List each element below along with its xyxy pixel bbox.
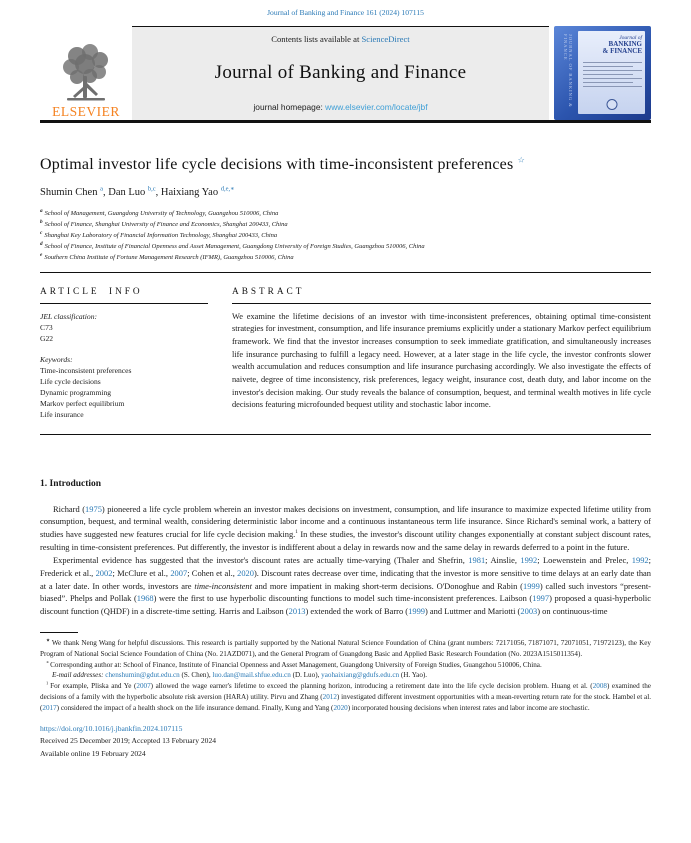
article-info-column	[40, 287, 208, 420]
text-segment: ) incorporated housing decisions when interest rates and labor income are stochastic.	[347, 703, 590, 712]
masthead-citation-link[interactable]: Journal of Banking and Finance 161 (2024) 107115	[267, 8, 424, 17]
text-segment: journal homepage:	[253, 102, 326, 112]
article-info-heading: ARTICLE INFO	[40, 287, 208, 304]
keyword-item: Life insurance	[40, 409, 84, 419]
text-segment: In these studies, the investor's discount utility changes exponentially at constant subject discount rates, resulting in time-consistent preferences. Put differently, the investor is indifferent about a delay in rewards now and the same delay in rewards deferred to a point in the future.	[40, 529, 651, 553]
keyword-item: Life cycle decisions	[40, 376, 101, 386]
abstract-text: We examine the lifetime decisions of an investor with time-inconsistent preferences, obtaining optimal time-consistent strategies for investment, consumption, and life insurance premiums explicitly under a stationary Markov perfect equilibrium framework. We find that the investor increases consumption to seek immediate gratification, and simultaneously increases life insurance purchasing to fulfill a legacy need. However, at a later stage in the life cycle, the investor confronts slower wealth accumulation and reduces consumption and life insurance purchasing accordingly. We also investigate the effects of naivete, degree of time inconsistency, risk preferences, legacy weight, insurance cost, death duty, and labor income on the investor's decision making. Our study reveals the balance of consumption, bequest, and terminal wealth motives in life cycle decisions featuring microfounded bequest utility and stochastic labor income.	[232, 311, 651, 410]
affiliation-text: Southern China Institute of Fortune Management Research (IFMR), Guangzhou 510006, China	[44, 253, 294, 261]
footnote-1	[40, 681, 651, 713]
text-segment: ∗	[46, 659, 51, 665]
inline-link[interactable]: ScienceDirect	[361, 34, 410, 44]
inline-link[interactable]: 1997	[532, 593, 550, 604]
text-segment: ) on continuous-time	[537, 606, 608, 617]
affiliation-text: School of Finance, Shanghai University of Finance and Economics, Shanghai 200433, China	[44, 221, 288, 229]
journal-header-band	[40, 26, 651, 123]
section-heading-introduction: 1. Introduction	[40, 478, 102, 489]
text-segment: and more impatient in making short-term decisions. O'Donoghue and Rabin (	[252, 580, 523, 591]
affiliation-item	[40, 208, 651, 219]
text-segment: 1	[295, 529, 298, 536]
cover-title-finance: & FINANCE	[602, 47, 642, 56]
cover-spine-text: JOURNAL OF BANKING & FINANCE	[563, 34, 573, 108]
affiliation-sup: e	[40, 251, 43, 258]
affiliation-item	[40, 252, 651, 263]
inline-link[interactable]: 2007	[136, 682, 151, 691]
text-segment: For example, Pliska and Ye (	[50, 682, 137, 691]
affiliation-sup: a	[40, 208, 43, 214]
text-segment: Corresponding author at: School of Finance, Institute of Financial Openness and Asset Management, Guangdong University of Foreign Studies, Guangzhou 510006, China.	[50, 660, 542, 669]
text-segment: , Dan Luo	[102, 187, 148, 198]
inline-link[interactable]: 1999	[408, 606, 425, 617]
footnote-emails	[40, 670, 651, 681]
cover-page	[578, 31, 645, 114]
text-segment: ) proposed a quasi-hyperbolic discount function (QHDF) in a discrete-time setting. Harris and Laibson (	[40, 593, 651, 617]
journal-cover-thumbnail[interactable]	[554, 26, 651, 120]
affiliation-sup: d	[40, 240, 43, 247]
inline-link[interactable]: 1968	[136, 593, 154, 604]
text-segment: (S. Chen),	[179, 671, 213, 680]
affiliation-item	[40, 241, 651, 252]
inline-link[interactable]: 2020	[237, 567, 254, 578]
text-segment: Shumin Chen	[40, 187, 101, 198]
text-segment: ) investigated different investment opportunities with a mean-reverting return rate for the stock. Hambel et al. (	[40, 692, 651, 712]
text-segment: ) called such investors “present-biased”. Phelps and Pollak (	[40, 580, 651, 604]
introduction-body	[40, 503, 651, 619]
keyword-item: Markov perfect equilibrium	[40, 398, 125, 408]
footnote-separator	[40, 632, 78, 633]
text-segment: ; McClure et al.,	[112, 567, 171, 578]
text-segment: ) extended the work of Barro (	[305, 606, 409, 617]
text-segment: ; Loewenstein and Prelec,	[537, 554, 632, 565]
inline-link[interactable]: 2013	[288, 606, 306, 617]
text-segment: (H. Yao).	[399, 671, 428, 680]
footer-block	[40, 723, 651, 759]
intro-paragraph	[40, 503, 651, 554]
inline-link[interactable]: 1999	[522, 580, 540, 591]
affiliations-block	[40, 208, 651, 273]
inline-link[interactable]: 1992	[520, 554, 538, 565]
text-segment: Contents lists available at	[271, 34, 362, 44]
inline-link[interactable]: 2002	[95, 567, 113, 578]
keyword-item: Dynamic programming	[40, 387, 112, 397]
inline-link[interactable]: 1975	[85, 503, 102, 514]
text-segment: ; Frederick et al.,	[40, 554, 651, 578]
keywords-label: Keywords:	[40, 354, 73, 364]
inline-link[interactable]: b,c	[147, 185, 156, 193]
text-segment: ). Discount rates decrease over time, indicating that the investor is more sensitive to time delays at an early date than at a later date. In other words, investors are	[40, 567, 652, 591]
abstract-heading: ABSTRACT	[232, 287, 651, 304]
elsevier-wordmark: ELSEVIER	[52, 103, 120, 119]
text-segment: ; Cohen et al.,	[187, 567, 238, 578]
inline-link[interactable]: 2008	[592, 682, 607, 691]
affiliation-item	[40, 230, 651, 241]
inline-link[interactable]: yaohaixiang@gdufs.edu.cn	[321, 671, 400, 680]
contents-available-line	[271, 34, 409, 44]
affiliation-item	[40, 219, 651, 230]
text-segment: ) were the first to use hyperbolic discounting functions to model such time-inconsistent preferences. Laibson (	[153, 593, 533, 604]
text-segment: ) pioneered a life cycle problem wherein an investor makes decisions on investment, consumption, and life insurance to maximize expected lifetime utility from consumption, bequest, and terminal wealth, considering deterministic labor income and a continuous instantaneous term life insurance. Since Richard's seminal work, a battery of studies have suggested new features crucial for life cycle decision making.	[40, 503, 651, 540]
text-segment: Richard (	[53, 503, 86, 514]
inline-link[interactable]: 2020	[333, 703, 348, 712]
text-segment: ) allowed the wage earner's lifetime to exceed the planning horizon, introducing a retirement date into the life cycle decision problem. Huang et al. (	[150, 682, 593, 691]
jel-classification-label: JEL classification:	[40, 311, 98, 321]
text-segment: E-mail addresses:	[52, 671, 106, 680]
received-accepted-dates: Received 25 December 2019; Accepted 13 February 2024	[40, 736, 217, 746]
inline-link[interactable]: 1981	[468, 554, 486, 565]
text-segment: ; Ainslie,	[485, 554, 521, 565]
intro-paragraph	[40, 554, 651, 618]
inline-link[interactable]: www.elsevier.com/locate/jbf	[325, 102, 428, 112]
inline-link[interactable]: 2007	[170, 567, 188, 578]
inline-link[interactable]: 1992	[631, 554, 649, 565]
info-abstract-section	[40, 287, 651, 435]
cover-title-banking: BANKING	[608, 40, 642, 48]
elsevier-logo[interactable]	[40, 26, 132, 120]
affiliation-text: School of Finance, Institute of Financial Openness and Asset Management, Guangdong University of Foreign Studies, Guangzhou 510006, China	[44, 242, 425, 250]
inline-link[interactable]: 2003	[520, 606, 538, 617]
text-segment: (D. Luo),	[290, 671, 322, 680]
doi-link[interactable]: https://doi.org/10.1016/j.jbankfin.2024.107115	[40, 724, 183, 734]
text-segment: ) considered the impact of a health shock on the life insurance demand. Finally, Kung and Yang (	[56, 703, 334, 712]
keywords-list	[40, 365, 208, 420]
paper-title	[40, 156, 651, 174]
text-segment: ★	[46, 637, 52, 643]
inline-link[interactable]: d,e,∗	[220, 185, 235, 193]
affiliation-text: School of Management, Guangdong University of Technology, Guangzhou 510006, China	[44, 210, 279, 218]
jel-codes	[40, 322, 208, 344]
text-segment: ) and Luttmer and Mariotti (	[425, 606, 521, 617]
journal-banner	[132, 26, 549, 120]
abstract-column	[232, 287, 651, 420]
affiliation-text: Shanghai Key Laboratory of Financial Information Technology, Shanghai 200433, China	[44, 231, 278, 239]
elsevier-tree-icon	[57, 42, 115, 104]
inline-link[interactable]: a	[100, 185, 103, 193]
text-segment: Optimal investor life cycle decisions with time-inconsistent preferences	[40, 156, 518, 173]
text-segment: time-inconsistent	[194, 580, 252, 591]
masthead	[40, 8, 651, 17]
inline-link[interactable]: 2017	[42, 703, 57, 712]
text-segment: , Haixiang Yao	[155, 187, 221, 198]
inline-link[interactable]: luo.dan@mail.shfue.edu.cn	[212, 671, 291, 680]
footnote-thanks	[40, 638, 651, 659]
cover-title-journal-of: Journal of	[619, 35, 642, 41]
authors-line	[40, 187, 651, 198]
affiliation-sup: c	[40, 229, 43, 236]
footnote-corresponding-author	[40, 660, 651, 671]
text-segment: We thank Neng Wang for helpful discussions. This research is partially supported by the National Natural Science Foundation of China (grant numbers: 72171056, 71871071, 72071051, 71972123), the Key Program of National Social Science Foundation of China (No. 21AZD071), and the General Program of Guangdong Basic and Applied Basic Research Foundation (No. 2023A1515011354).	[40, 639, 651, 658]
text-segment: 1	[46, 680, 51, 686]
jel-code: C73	[40, 322, 53, 332]
inline-link[interactable]: 2012	[322, 692, 337, 701]
inline-link[interactable]: ☆	[517, 155, 525, 165]
text-segment: ) examined the decisions of a family with the hyperbolic absolute risk aversion (HARA) utility. Pirvu and Zhang (	[40, 682, 651, 701]
footnotes-block	[40, 638, 651, 713]
keyword-item: Time-inconsistent preferences	[40, 365, 132, 375]
journal-title: Journal of Banking and Finance	[214, 62, 467, 83]
available-online-date: Available online 19 February 2024	[40, 748, 146, 758]
inline-link[interactable]: chenshumin@gdut.edu.cn	[105, 671, 180, 680]
cover-seal-icon	[606, 99, 617, 110]
affiliation-sup: b	[40, 218, 43, 225]
cover-toc-lines	[583, 62, 642, 87]
jel-code: G22	[40, 333, 54, 343]
text-segment: Experimental evidence has suggested that the investor's discount rates are actually time-varying (Thaler and Shefrin,	[53, 554, 469, 565]
journal-homepage-line	[253, 102, 427, 112]
